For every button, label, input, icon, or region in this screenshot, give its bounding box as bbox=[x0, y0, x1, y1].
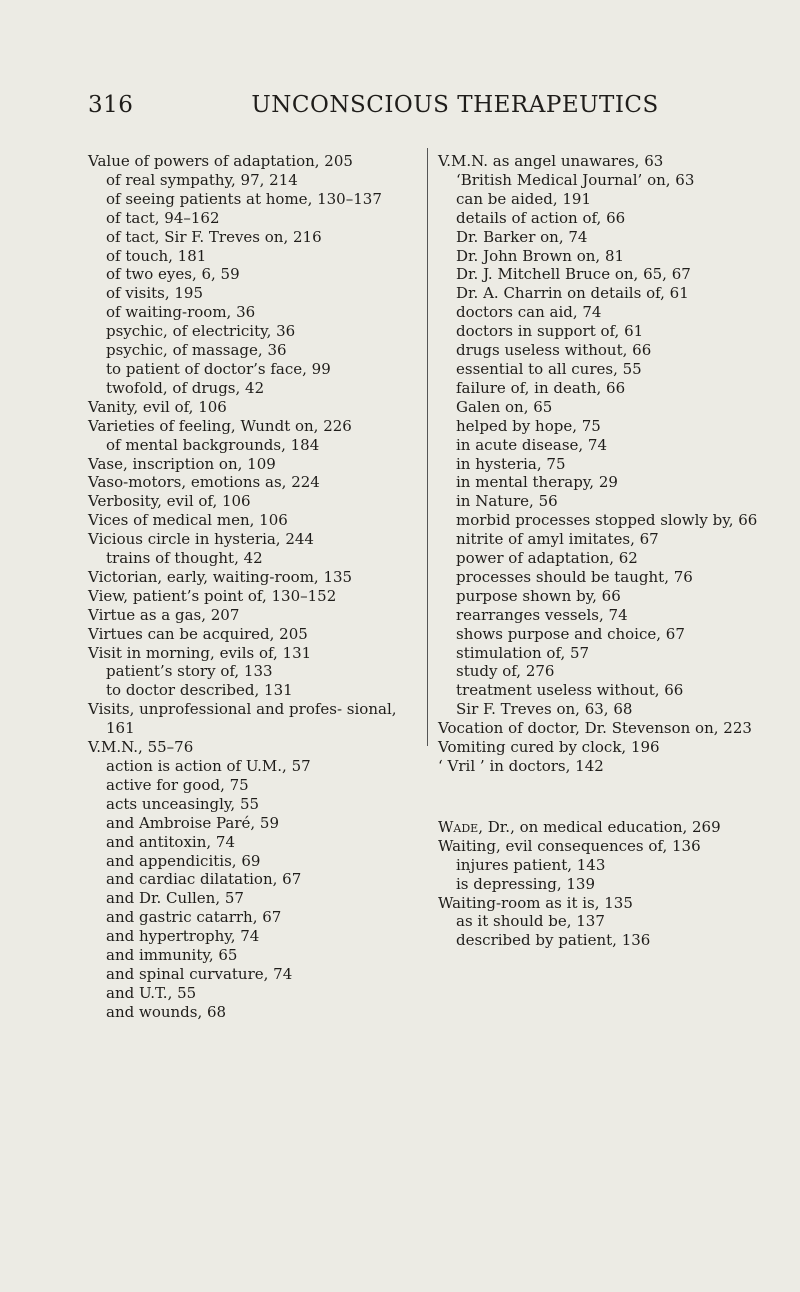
index-subentry: and hypertrophy, 74 bbox=[106, 927, 260, 946]
index-entry: Vicious circle in hysteria, 244 bbox=[88, 530, 314, 549]
index-subentry: doctors can aid, 74 bbox=[456, 303, 602, 322]
index-subentry: drugs useless without, 66 bbox=[456, 341, 652, 360]
index-subentry: to doctor described, 131 bbox=[106, 681, 293, 700]
index-subentry: Galen on, 65 bbox=[456, 397, 553, 416]
index-subentry: details of action of, 66 bbox=[456, 208, 626, 227]
index-subentry: and cardiac dilatation, 67 bbox=[106, 870, 302, 889]
index-subentry: and antitoxin, 74 bbox=[106, 832, 236, 851]
index-subentry: psychic, of electricity, 36 bbox=[106, 322, 296, 341]
index-entry: Wade, Dr., on medical education, 269 bbox=[438, 817, 721, 836]
index-subentry: and immunity, 65 bbox=[106, 946, 238, 965]
index-subentry: of two eyes, 6, 59 bbox=[106, 265, 240, 284]
index-subentry: power of adaptation, 62 bbox=[456, 549, 638, 568]
index-subentry: and Ambroise Paré, 59 bbox=[106, 813, 280, 832]
index-entry: Vaso-motors, emotions as, 224 bbox=[88, 473, 320, 492]
index-entry: Waiting, evil consequences of, 136 bbox=[438, 836, 701, 855]
index-entry: Virtue as a gas, 207 bbox=[88, 605, 240, 624]
index-subentry: shows purpose and choice, 67 bbox=[456, 624, 685, 643]
index-entry: Vanity, evil of, 106 bbox=[88, 397, 227, 416]
index-subentry: action is action of U.M., 57 bbox=[106, 757, 311, 775]
running-header bbox=[88, 92, 728, 118]
index-entry: Vices of medical men, 106 bbox=[88, 511, 288, 530]
index-subentry: purpose shown by, 66 bbox=[456, 586, 621, 605]
index-column-right bbox=[438, 152, 768, 950]
index-subentry: Dr. John Brown on, 81 bbox=[456, 246, 625, 265]
index-subentry: and U.T., 55 bbox=[106, 983, 197, 1002]
index-entry: Varieties of feeling, Wundt on, 226 bbox=[88, 416, 352, 435]
index-subentry: in acute disease, 74 bbox=[456, 435, 608, 454]
index-subentry: and Dr. Cullen, 57 bbox=[106, 889, 244, 908]
index-subentry: injures patient, 143 bbox=[456, 855, 606, 874]
index-entry: Vase, inscription on, 109 bbox=[88, 454, 276, 473]
index-subentry: of tact, 94–162 bbox=[106, 208, 220, 227]
index-subentry: twofold, of drugs, 42 bbox=[106, 378, 265, 397]
index-subentry: stimulation of, 57 bbox=[456, 643, 590, 662]
index-subentry: ‘British Medical Journal’ on, 63 bbox=[456, 170, 695, 189]
index-subentry: of waiting-room, 36 bbox=[106, 303, 256, 322]
index-entry: View, patient’s point of, 130–152 bbox=[88, 586, 337, 605]
index-subentry: Dr. A. Charrin on details of, 61 bbox=[456, 284, 689, 303]
index-subentry: psychic, of massage, 36 bbox=[106, 341, 287, 360]
index-subentry: study of, 276 bbox=[456, 662, 555, 681]
index-subentry: and spinal curvature, 74 bbox=[106, 964, 293, 983]
index-entry: V.M.N. as angel unawares, 63 bbox=[438, 152, 664, 170]
index-entry: Verbosity, evil of, 106 bbox=[88, 492, 251, 511]
index-subentry: in hysteria, 75 bbox=[456, 454, 566, 473]
index-subentry: can be aided, 191 bbox=[456, 189, 592, 208]
index-entry: ‘ Vril ’ in doctors, 142 bbox=[438, 757, 604, 775]
index-subentry: helped by hope, 75 bbox=[456, 416, 601, 435]
index-entry: Visit in morning, evils of, 131 bbox=[88, 643, 312, 662]
index-subentry: acts unceasingly, 55 bbox=[106, 794, 260, 813]
index-subentry: is depressing, 139 bbox=[456, 874, 596, 893]
index-subentry: patient’s story of, 133 bbox=[106, 662, 273, 681]
index-subentry: Dr. J. Mitchell Bruce on, 65, 67 bbox=[456, 265, 691, 284]
index-subentry: of real sympathy, 97, 214 bbox=[106, 170, 298, 189]
index-subentry: failure of, in death, 66 bbox=[456, 378, 626, 397]
index-subentry: described by patient, 136 bbox=[456, 931, 651, 950]
index-entry: Visits, unprofessional and profes- sional, 161 bbox=[88, 700, 397, 738]
index-entry: Vomiting cured by clock, 196 bbox=[438, 738, 660, 757]
index-subentry: in mental therapy, 29 bbox=[456, 473, 618, 492]
index-subentry: nitrite of amyl imitates, 67 bbox=[456, 530, 659, 549]
index-subentry: trains of thought, 42 bbox=[106, 549, 263, 568]
index-subentry: to patient of doctor’s face, 99 bbox=[106, 359, 331, 378]
column-divider bbox=[427, 148, 428, 746]
index-subentry: of touch, 181 bbox=[106, 246, 207, 265]
index-entry: Virtues can be acquired, 205 bbox=[88, 624, 308, 643]
index-subentry: processes should be taught, 76 bbox=[456, 567, 693, 586]
index-entry: Victorian, early, waiting-room, 135 bbox=[88, 567, 353, 586]
page-number: 316 bbox=[88, 92, 134, 118]
index-subentry: morbid processes stopped slowly by, 66 bbox=[456, 511, 758, 530]
index-subentry: Dr. Barker on, 74 bbox=[456, 227, 588, 246]
index-subentry: Sir F. Treves on, 63, 68 bbox=[456, 700, 633, 719]
index-subentry: as it should be, 137 bbox=[456, 912, 605, 931]
index-subentry: and wounds, 68 bbox=[106, 1002, 227, 1021]
index-entry: Value of powers of adaptation, 205 bbox=[88, 152, 353, 170]
index-subentry: of tact, Sir F. Treves on, 216 bbox=[106, 227, 322, 246]
index-entry: Vocation of doctor, Dr. Stevenson on, 223 bbox=[438, 719, 752, 738]
index-subentry: of seeing patients at home, 130–137 bbox=[106, 189, 382, 208]
index-subentry: in Nature, 56 bbox=[456, 492, 558, 511]
index-column-left bbox=[88, 152, 418, 1022]
index-entry: Waiting-room as it is, 135 bbox=[438, 893, 633, 912]
running-title: UNCONSCIOUS THERAPEUTICS bbox=[251, 92, 659, 118]
index-subentry: and gastric catarrh, 67 bbox=[106, 908, 282, 927]
index-subentry: of visits, 195 bbox=[106, 284, 204, 303]
index-subentry: rearranges vessels, 74 bbox=[456, 605, 628, 624]
index-subentry: active for good, 75 bbox=[106, 775, 249, 794]
index-subentry: of mental backgrounds, 184 bbox=[106, 435, 320, 454]
index-subentry: doctors in support of, 61 bbox=[456, 322, 644, 341]
index-subentry: essential to all cures, 55 bbox=[456, 359, 642, 378]
index-subentry: treatment useless without, 66 bbox=[456, 681, 684, 700]
index-entry: V.M.N., 55–76 bbox=[88, 738, 194, 757]
index-subentry: and appendicitis, 69 bbox=[106, 851, 261, 870]
letter-section-gap bbox=[438, 776, 768, 818]
